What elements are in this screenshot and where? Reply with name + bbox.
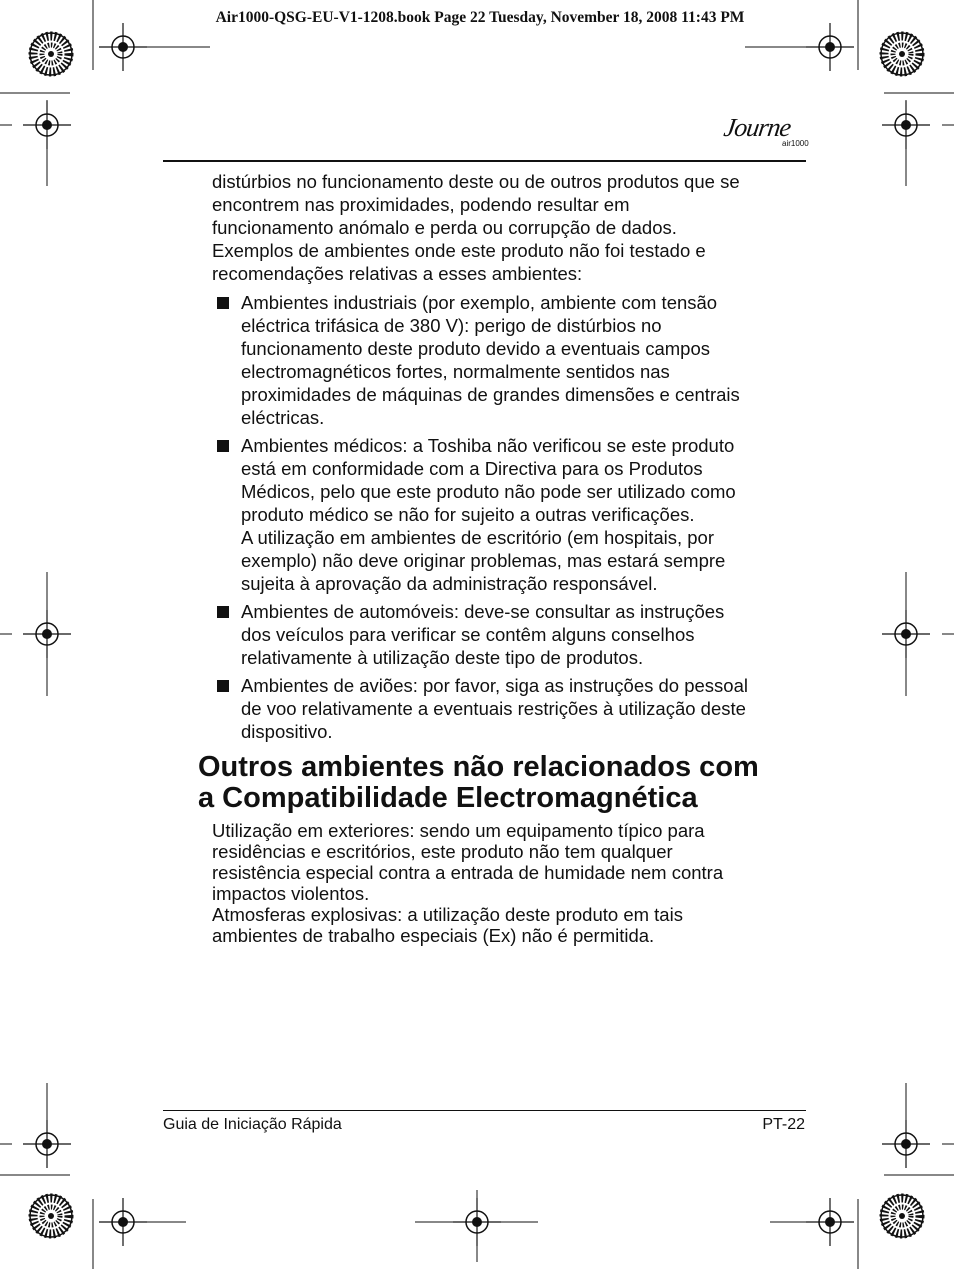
text-line: está em conformidade com a Directiva para os Produtos: [241, 458, 703, 479]
footer-page-number: PT-22: [762, 1116, 805, 1133]
text-line: eléctrica trifásica de 380 V): perigo de distúrbios no: [241, 315, 662, 336]
text-line: Utilização em exteriores: sendo um equipamento típico para: [212, 820, 705, 841]
text-line: exemplo) não deve originar problemas, mas estará sempre: [241, 550, 726, 571]
text-line: Exemplos de ambientes onde este produto não foi testado e: [212, 240, 706, 261]
text-line: A utilização em ambientes de escritório (em hospitais, por: [241, 527, 714, 548]
heading-line: a Compatibilidade Electromagnética: [198, 782, 698, 814]
text-line: impactos violentos.: [212, 883, 370, 904]
section-heading: [198, 752, 818, 814]
environment-list: [212, 291, 812, 748]
text-line: Ambientes de aviões: por favor, siga as instruções do pessoal: [241, 675, 748, 696]
text-line: funcionamento anómalo e perda ou corrupção de dados.: [212, 217, 677, 238]
outdoor-paragraph: [212, 820, 812, 946]
intro-paragraph: [212, 170, 812, 285]
square-bullet-icon: [217, 440, 229, 452]
text-line: resistência especial contra a entrada de humidade nem contra: [212, 862, 724, 883]
brand-logo: [720, 113, 810, 159]
text-line: sujeita à aprovação da administração responsável.: [241, 573, 658, 594]
text-line: Ambientes de automóveis: deve-se consultar as instruções: [241, 601, 725, 622]
footer-rule: [163, 1110, 806, 1111]
text-line: Ambientes médicos: a Toshiba não verificou se este produto: [241, 435, 735, 456]
text-line: funcionamento deste produto devido a eventuais campos: [241, 338, 710, 359]
text-line: produto médico se não for sujeito a outras verificações.: [241, 504, 695, 525]
square-bullet-icon: [217, 680, 229, 692]
square-bullet-icon: [217, 297, 229, 309]
text-line: Médicos, pelo que este produto não pode ser utilizado como: [241, 481, 736, 502]
list-item-industrial: [212, 291, 812, 429]
brand-logo-model: air1000: [782, 139, 809, 148]
header-rule: [163, 160, 806, 162]
text-line: dispositivo.: [241, 721, 333, 742]
text-line: distúrbios no funcionamento deste ou de outros produtos que se: [212, 171, 740, 192]
text-line: encontrem nas proximidades, podendo resultar em: [212, 194, 630, 215]
text-line: ambientes de trabalho especiais (Ex) não é permitida.: [212, 925, 655, 946]
print-info-header: Air1000-QSG-EU-V1-1208.book Page 22 Tuesday, November 18, 2008 11:43 PM: [215, 9, 745, 26]
text-line: residências e escritórios, este produto não tem qualquer: [212, 841, 673, 862]
heading-line: Outros ambientes não relacionados com: [198, 751, 759, 783]
text-line: Atmosferas explosivas: a utilização deste produto em tais: [212, 904, 683, 925]
text-line: de voo relativamente a eventuais restrições à utilização deste: [241, 698, 746, 719]
text-line: eléctricas.: [241, 407, 325, 428]
text-line: relativamente à utilização deste tipo de produtos.: [241, 647, 644, 668]
text-line: proximidades de máquinas de grandes dimensões e centrais: [241, 384, 740, 405]
text-line: electromagnéticos fortes, normalmente sentidos nas: [241, 361, 670, 382]
square-bullet-icon: [217, 606, 229, 618]
text-line: Ambientes industriais (por exemplo, ambiente com tensão: [241, 292, 718, 313]
list-item-medical: [212, 434, 812, 595]
list-item-aircraft: [212, 674, 812, 743]
text-line: dos veículos para verificar se contêm alguns conselhos: [241, 624, 695, 645]
text-line: recomendações relativas a esses ambientes:: [212, 263, 583, 284]
footer-guide-title: Guia de Iniciação Rápida: [163, 1116, 342, 1133]
list-item-automotive: [212, 600, 812, 669]
brand-logo-wordmark: Journe: [722, 113, 793, 142]
